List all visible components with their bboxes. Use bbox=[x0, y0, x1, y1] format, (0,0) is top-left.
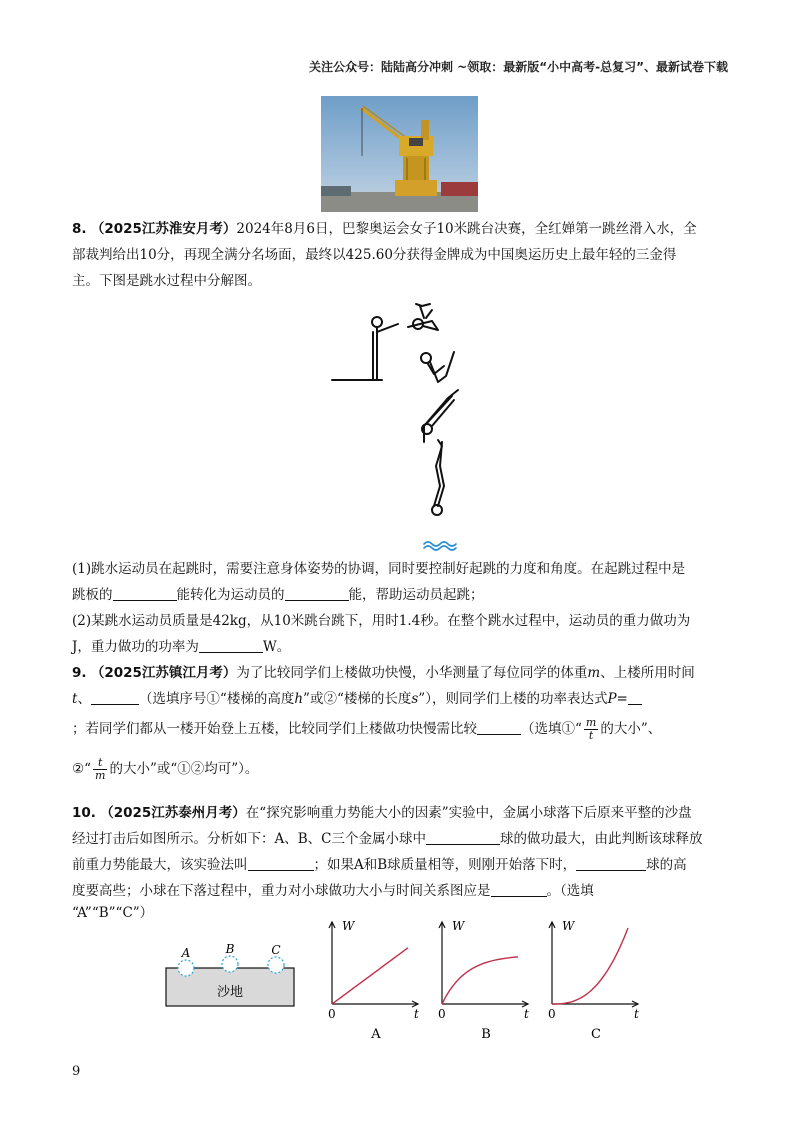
diving-sequence-figure bbox=[320, 296, 470, 558]
question-text: 球的高 bbox=[646, 857, 687, 873]
question-text: 、上楼所用时间 bbox=[600, 665, 695, 681]
graph-b-x-label: t bbox=[524, 1007, 529, 1021]
question-text: (2)某跳水运动员质量是42kg，从10米跳台跳下，用时1.4秒。在整个跳水过程中，运动员的重力做功为 bbox=[72, 613, 691, 629]
question-8-parts bbox=[72, 556, 728, 660]
answer-blank[interactable] bbox=[426, 830, 500, 845]
variable-m: m bbox=[587, 665, 601, 681]
question-number: 9. bbox=[72, 665, 87, 681]
question-text: 在“探究影响重力势能大小的因素”实验中，金属小球落下后原来平整的沙盘 bbox=[245, 805, 692, 821]
question-text: 能，帮助运动员起跳； bbox=[348, 587, 484, 603]
question-text: 球的做功最大，由此判断该球释放 bbox=[500, 831, 703, 847]
graph-b-curve bbox=[442, 957, 518, 1004]
question-text: ”），则同学们上楼的功率表达式 bbox=[418, 691, 608, 707]
question-source: （2025江苏镇江月考） bbox=[90, 665, 237, 681]
graph-b-caption: B bbox=[481, 1027, 491, 1042]
answer-blank[interactable] bbox=[576, 856, 646, 871]
question-text: ；如果A和B球质量相等，则刚开始落下时， bbox=[313, 857, 577, 873]
question-9 bbox=[72, 660, 728, 782]
graph-c-curve bbox=[552, 928, 628, 1004]
question-8 bbox=[72, 216, 728, 294]
question-text: J，重力做功的功率为 bbox=[72, 639, 199, 655]
ball-label-c: C bbox=[271, 943, 281, 957]
question-text: 能转化为运动员的 bbox=[176, 587, 285, 603]
question-text: ”或②“楼梯的长度 bbox=[303, 691, 412, 707]
graph-c-y-label: W bbox=[562, 919, 575, 933]
graph-a-origin: 0 bbox=[328, 1007, 336, 1021]
ball-label-b: B bbox=[225, 942, 235, 956]
question-text: 的大小”或“①②均可”）。 bbox=[109, 761, 259, 777]
question-text: (1)跳水运动员在起跳时，需要注意身体姿势的协调，同时要控制好起跳的力度和角度。在起跳过程中是 bbox=[72, 561, 686, 577]
question-text: 。（选填 bbox=[546, 883, 594, 899]
question-text: ②“ bbox=[72, 761, 92, 777]
question-text: 部裁判给出10分，再现全满分名场面，最终以425.60分获得金牌成为中国奥运历史上最年轻的三金得 bbox=[72, 247, 677, 263]
question-number: 8. bbox=[72, 221, 87, 237]
graph-a-curve bbox=[332, 948, 408, 1004]
graph-a-caption: A bbox=[371, 1027, 381, 1042]
question-text: “A”“B”“C”） bbox=[72, 905, 154, 921]
sand-label: 沙地 bbox=[216, 985, 244, 1000]
question-text: （选填序号①“楼梯的高度 bbox=[138, 691, 295, 707]
variable-p: P bbox=[607, 691, 617, 707]
crane-photo bbox=[321, 96, 478, 212]
graph-b-y-label: W bbox=[452, 919, 465, 933]
answer-blank[interactable] bbox=[113, 586, 177, 601]
answer-blank[interactable] bbox=[248, 856, 314, 871]
page-header: 关注公众号：陆陆高分冲刺 ~领取：最新版“小中高考-总复习”、最新试卷下载 bbox=[309, 60, 728, 74]
question-text: 度要高些；小球在下落过程中，重力对小球做功大小与时间关系图应是 bbox=[72, 883, 491, 899]
question-text: = bbox=[616, 691, 628, 707]
graph-c-origin: 0 bbox=[548, 1007, 556, 1021]
page-number: 9 bbox=[72, 1064, 81, 1079]
question-text: 、 bbox=[77, 691, 91, 707]
graph-b-origin: 0 bbox=[438, 1007, 446, 1021]
graph-c-caption: C bbox=[591, 1027, 601, 1042]
question-text: 的大小”、 bbox=[600, 721, 662, 737]
question-text: 经过打击后如图所示。分析如下：A、B、C三个金属小球中 bbox=[72, 831, 426, 847]
answer-blank[interactable] bbox=[91, 690, 139, 705]
fraction-t-over-m: $\frac{t}{m}$ bbox=[95, 756, 106, 782]
variable-s: s bbox=[411, 691, 419, 707]
question-text: 主。下图是跳水过程中分解图。 bbox=[72, 273, 261, 289]
question-source: （2025江苏泰州月考） bbox=[100, 805, 246, 821]
fraction-m-over-t: $\frac{m}{t}$ bbox=[585, 716, 597, 742]
graph-a-x-label: t bbox=[414, 1007, 419, 1021]
answer-blank[interactable] bbox=[285, 586, 349, 601]
sand-tray-diagram bbox=[166, 942, 294, 1006]
answer-blank[interactable] bbox=[628, 690, 642, 705]
question-text: 前重力势能最大，该实验法叫 bbox=[72, 857, 248, 873]
question-text: 2024年8月6日，巴黎奥运会女子10米跳台决赛，全红婵第一跳丝滑入水，全 bbox=[236, 221, 697, 237]
variable-h: h bbox=[294, 691, 304, 707]
question-text: （选填①“ bbox=[521, 721, 582, 737]
question-10 bbox=[72, 800, 728, 922]
graph-a-y-label: W bbox=[342, 919, 355, 933]
answer-blank[interactable] bbox=[477, 720, 521, 735]
question-text: 为了比较同学们上楼做功快慢，小华测量了每位同学的体重 bbox=[236, 665, 588, 681]
variable-t: t bbox=[72, 691, 78, 707]
graph-c-x-label: t bbox=[634, 1007, 639, 1021]
answer-blank[interactable] bbox=[491, 882, 547, 897]
question-text: 跳板的 bbox=[72, 587, 113, 603]
question-number: 10. bbox=[72, 805, 96, 821]
answer-blank[interactable] bbox=[199, 638, 263, 653]
ball-label-a: A bbox=[181, 946, 191, 960]
question-text: W。 bbox=[262, 639, 291, 655]
question-10-figures bbox=[160, 912, 650, 1044]
question-text: ；若同学们都从一楼开始登上五楼，比较同学们上楼做功快慢需比较 bbox=[72, 721, 477, 737]
question-source: （2025江苏淮安月考） bbox=[90, 221, 237, 237]
